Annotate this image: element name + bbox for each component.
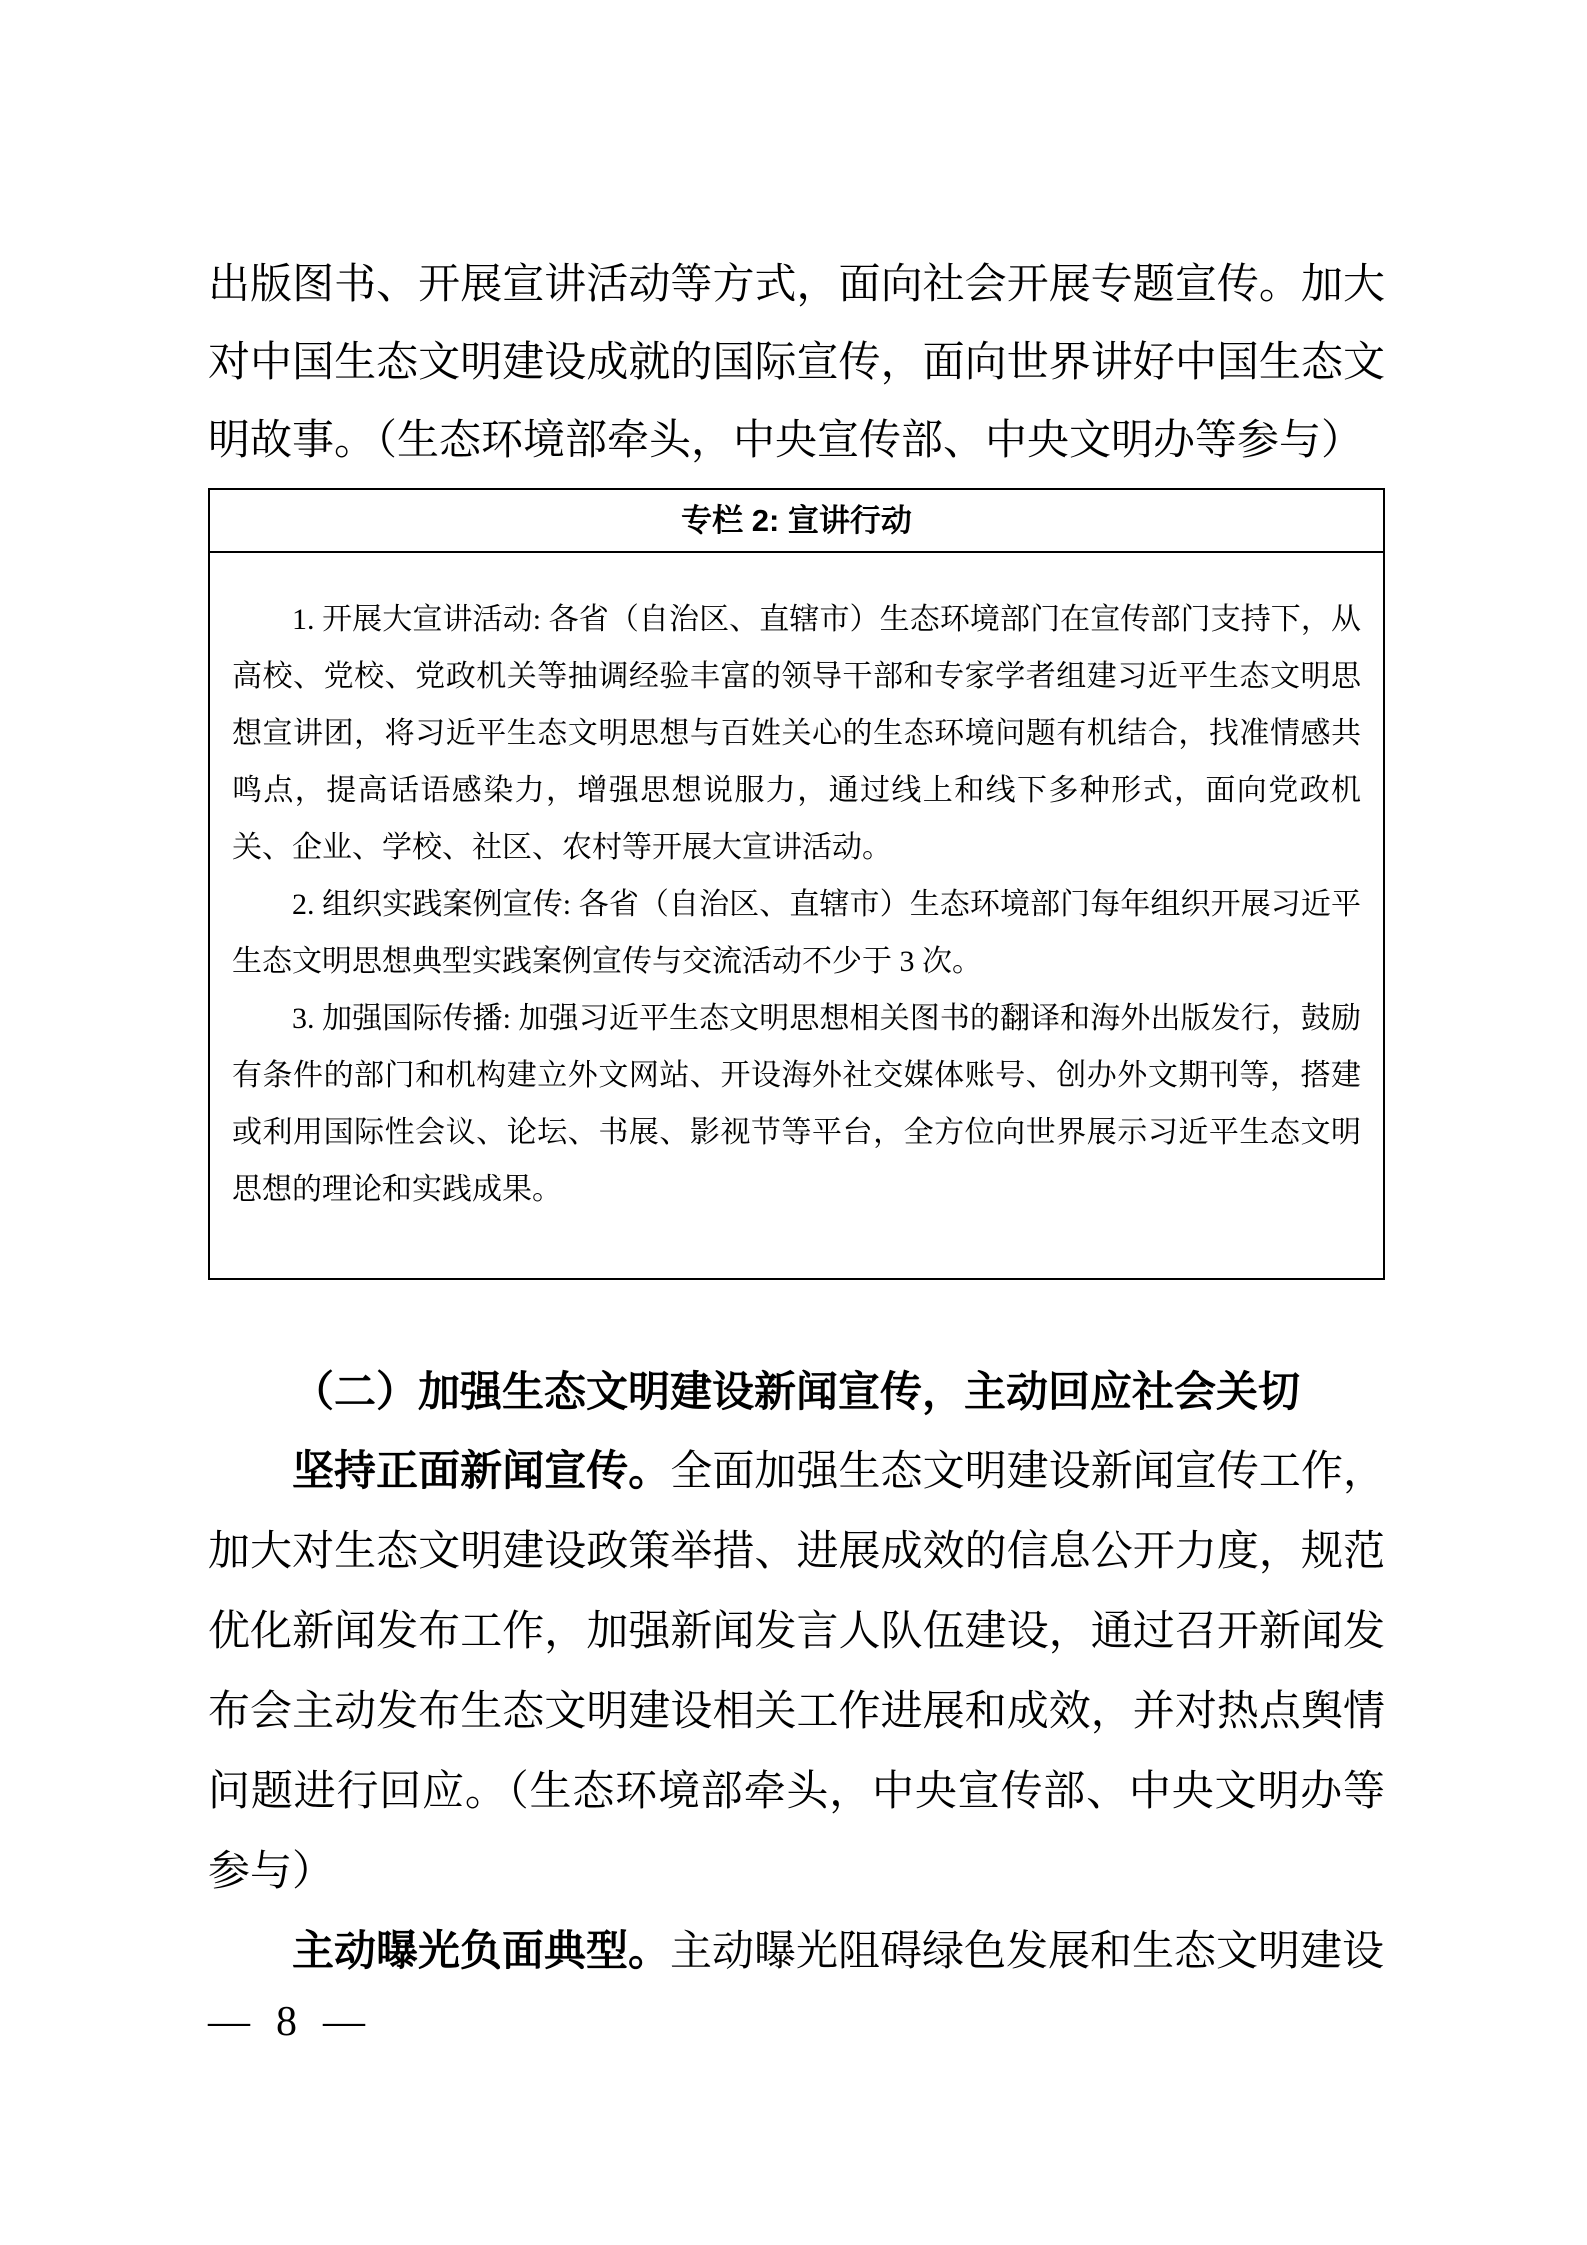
page-number-footer (208, 1983, 365, 2061)
box-paragraph-3: 3. 加强国际传播: 加强习近平生态文明思想相关图书的翻译和海外出版发行，鼓励有条件的部门和机构建立外文网站、开设海外社交媒体账号、创办外文期刊等，搭建或利用国际性会议、论坛、书展、影视节等平台，全方位向世界展示习近平生态文明思想的理论和实践成果。 (232, 1002, 1361, 1206)
paragraph-lead-bold: 主动曝光负面典型。 (292, 1929, 671, 1975)
paragraph-lead-bold: 坚持正面新闻宣传。 (292, 1449, 671, 1495)
footer-right-dash: — (323, 1999, 365, 2045)
content-column (208, 0, 1385, 1992)
footer-left-dash: — (208, 1999, 250, 2045)
box-title: 专栏 2: 宣讲行动 (210, 490, 1383, 553)
paragraph-body-text: 主动曝光阻碍绿色发展和生态文明建设 (670, 1929, 1385, 1975)
paragraph-body-text: 全面加强生态文明建设新闻宣传工作，加大对生态文明建设政策举措、进展成效的信息公开力度，规范优化新闻发布工作，加强新闻发言人队伍建设，通过召开新闻发布会主动发布生态文明建设相关工作进展和成效，并对热点舆情问题进行回应。（生态环境部牵头，中央宣传部、中央文明办等参与） (208, 1449, 1385, 1895)
paragraph-continuation: 出版图书、开展宣讲活动等方式，面向社会开展专题宣传。加大对中国生态文明建设成就的国际宣传，面向世界讲好中国生态文明故事。（生态环境部牵头，中央宣传部、中央文明办等参与） (208, 262, 1385, 464)
section-heading: （二）加强生态文明建设新闻宣传，主动回应社会关切 (292, 1370, 1301, 1416)
box-paragraph-2: 2. 组织实践案例宣传: 各省（自治区、直辖市）生态环境部门每年组织开展习近平生态文明思想典型实践案例宣传与交流活动不少于 3 次。 (232, 888, 1361, 978)
box-body (210, 553, 1383, 1278)
box-paragraph-1: 1. 开展大宣讲活动: 各省（自治区、直辖市）生态环境部门在宣传部门支持下，从高校、党校、党政机关等抽调经验丰富的领导干部和专家学者组建习近平生态文明思想宣讲团，将习近平生态文明思想与百姓关心的生态环境问题有机结合，找准情感共鸣点，提高话语感染力，增强思想说服力，通过线上和线下多种形式，面向党政机关、企业、学校、社区、农村等开展大宣讲活动。 (232, 603, 1361, 864)
paragraph-negative-exposure (208, 1912, 1385, 1992)
column-2-box (208, 488, 1385, 1280)
paragraph-positive-news (208, 1432, 1385, 1912)
page-number: 8 (276, 1999, 297, 2045)
